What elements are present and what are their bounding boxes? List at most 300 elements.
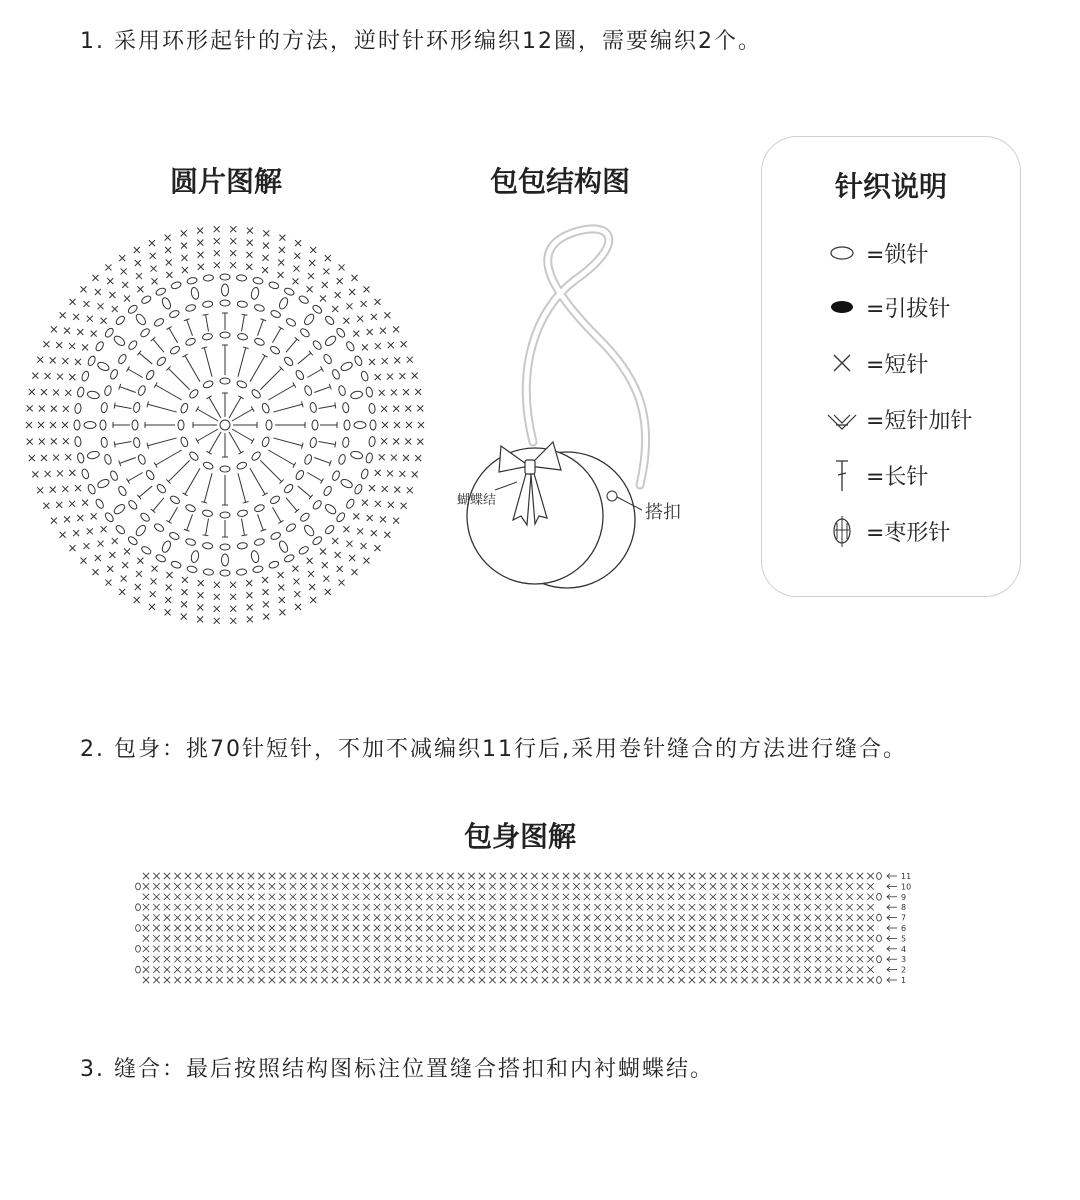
legend-item-sc <box>824 345 928 381</box>
stitch-legend <box>761 136 1021 597</box>
sc-mark <box>295 240 301 246</box>
sc-mark <box>351 275 357 281</box>
sc-mark <box>382 358 388 364</box>
sc-mark <box>371 314 377 320</box>
sc-mark <box>375 343 381 349</box>
turn-chain <box>136 904 141 911</box>
sc-mark <box>246 580 252 586</box>
chain-mark <box>220 274 230 280</box>
sc-mark <box>107 278 113 284</box>
chain-mark <box>236 380 248 389</box>
chain-mark <box>254 538 265 547</box>
row-number: 2 <box>901 965 907 975</box>
chain-mark <box>104 454 113 465</box>
chain-mark <box>331 470 341 482</box>
sc-mark <box>230 594 236 600</box>
sc-mark <box>278 572 284 578</box>
sc-mark <box>50 357 56 363</box>
sc-mark <box>293 578 299 584</box>
chain-mark <box>188 388 199 399</box>
sc-mark <box>309 584 315 590</box>
dc-mark <box>257 514 263 530</box>
sc-mark <box>367 329 373 335</box>
turn-chain <box>877 914 882 921</box>
sc-mark <box>83 543 89 549</box>
sc-mark <box>82 344 88 350</box>
bobble-mark <box>222 554 229 566</box>
sc-mark <box>323 576 329 582</box>
chain-mark <box>311 304 323 315</box>
dc-mark <box>197 429 218 441</box>
dc-mark <box>260 368 281 389</box>
bobble-mark <box>222 284 229 296</box>
sc-mark <box>388 502 394 508</box>
sc-mark <box>65 454 71 460</box>
sc-mark <box>182 577 188 583</box>
sc-mark <box>262 267 268 273</box>
circle-crochet-chart <box>20 220 430 630</box>
sc-mark <box>198 252 204 258</box>
sc-mark <box>51 406 57 412</box>
bobble-mark <box>96 478 110 490</box>
sc-mark <box>262 577 268 583</box>
chain-mark <box>303 454 312 466</box>
dc-mark <box>314 457 330 463</box>
legend-label: =短针加针 <box>866 408 973 434</box>
chain-mark <box>299 327 310 338</box>
sc-mark <box>362 344 368 350</box>
sc-mark <box>57 374 63 380</box>
dc-mark <box>197 409 218 421</box>
legend-label: =长针 <box>866 464 929 490</box>
sc-mark <box>337 278 343 284</box>
sc-mark <box>137 286 143 292</box>
chain-mark <box>345 498 355 510</box>
dc-mark <box>298 486 311 497</box>
sc-mark <box>375 470 381 476</box>
dc-mark <box>206 519 209 536</box>
sc-mark <box>332 306 338 312</box>
chain-mark <box>178 420 184 430</box>
sc-mark <box>294 253 300 259</box>
double-crochet-icon <box>824 457 860 493</box>
bobble-mark <box>113 334 127 347</box>
sc-mark <box>197 240 203 246</box>
chain-mark <box>74 436 81 447</box>
bobble-mark <box>250 287 259 300</box>
dc-mark <box>241 519 244 536</box>
chain-mark <box>360 370 369 381</box>
sc-mark <box>357 316 363 322</box>
chain-mark <box>153 522 165 532</box>
sc-mark <box>124 549 130 555</box>
chain-mark <box>261 402 270 414</box>
sc-mark <box>119 255 125 261</box>
sc-mark <box>150 591 156 597</box>
sc-mark <box>214 594 220 600</box>
chain-mark <box>104 385 113 396</box>
sc-mark <box>95 289 101 295</box>
sc-mark <box>41 389 47 395</box>
chain-mark <box>220 332 230 338</box>
sc-mark <box>119 589 125 595</box>
bobble-mark <box>87 390 100 399</box>
sc-mark <box>307 558 313 564</box>
bobble-mark <box>84 422 96 429</box>
chain-mark <box>127 339 138 350</box>
sc-mark <box>394 357 400 363</box>
sc-mark <box>98 303 104 309</box>
chain-mark <box>115 315 126 326</box>
sc-mark <box>371 530 377 536</box>
sc-mark <box>407 357 413 363</box>
sc-mark <box>384 532 390 538</box>
sc-mark <box>247 240 253 246</box>
sc-mark <box>412 471 418 477</box>
chain-mark <box>155 553 167 563</box>
sc-mark <box>109 292 115 298</box>
chain-mark <box>87 355 97 367</box>
chain-mark <box>309 402 317 413</box>
dc-mark <box>187 320 193 336</box>
sc-mark <box>337 566 343 572</box>
sc-mark <box>64 516 70 522</box>
sc-mark <box>27 405 33 411</box>
sc-mark <box>56 502 62 508</box>
sc-mark <box>45 471 51 477</box>
chain-mark <box>202 509 213 517</box>
legend-label: =锁针 <box>866 242 929 268</box>
sc-mark <box>278 585 284 591</box>
chain-mark <box>309 437 317 448</box>
sc-mark <box>343 318 349 324</box>
sc-mark <box>93 275 99 281</box>
chain-mark <box>202 461 214 470</box>
chain-mark <box>237 333 248 341</box>
turn-chain <box>136 966 141 973</box>
sc-mark <box>70 545 76 551</box>
chain-mark <box>353 483 363 495</box>
sc-mark <box>246 264 252 270</box>
chain-mark <box>312 420 318 430</box>
sc-mark <box>310 597 316 603</box>
sc-mark <box>182 267 188 273</box>
sc-mark <box>247 604 253 610</box>
sc-mark <box>93 569 99 575</box>
sc-mark <box>230 618 236 624</box>
sc-mark <box>403 389 409 395</box>
sc-mark <box>263 243 269 249</box>
chain-mark <box>203 569 214 576</box>
chain-mark <box>202 380 214 389</box>
chain-mark <box>312 339 323 350</box>
sc-mark <box>69 470 75 476</box>
chain-mark <box>185 503 197 512</box>
sc-mark <box>82 500 88 506</box>
sc-mark <box>399 373 405 379</box>
dc-mark <box>250 356 265 382</box>
sc-mark <box>53 455 59 461</box>
sc-mark <box>29 455 35 461</box>
sc-mark <box>214 618 220 624</box>
chain-mark <box>369 403 376 414</box>
sc-mark <box>364 558 370 564</box>
chain-mark <box>220 544 230 550</box>
legend-item-bobble <box>824 513 950 549</box>
sc-mark <box>69 501 75 507</box>
chain-mark <box>133 402 141 413</box>
chain-mark <box>81 468 90 479</box>
sc-mark <box>246 592 252 598</box>
sc-mark <box>332 538 338 544</box>
chain-mark <box>338 454 347 465</box>
chain-mark <box>353 355 363 367</box>
chain-mark <box>335 327 346 339</box>
sc-mark <box>346 303 352 309</box>
sc-mark <box>308 571 314 577</box>
sc-mark <box>394 422 400 428</box>
sc-mark <box>393 518 399 524</box>
legend-label: =引拔针 <box>866 296 951 322</box>
sc-mark <box>121 268 127 274</box>
chain-mark <box>153 317 165 327</box>
sc-mark <box>43 341 49 347</box>
sc-mark <box>198 264 204 270</box>
chain-mark <box>342 402 349 413</box>
sc-mark <box>181 255 187 261</box>
sc-mark <box>380 516 386 522</box>
sc-mark <box>418 422 424 428</box>
sc-mark <box>75 485 81 491</box>
sc-mark <box>197 616 203 622</box>
sc-mark <box>122 562 128 568</box>
chain-mark <box>109 369 119 381</box>
sc-mark <box>197 228 203 234</box>
sc-mark <box>181 243 187 249</box>
chain-mark <box>169 531 181 541</box>
chain-mark <box>269 345 281 356</box>
sc-mark <box>134 597 140 603</box>
chain-mark <box>365 452 373 463</box>
sc-mark <box>135 584 141 590</box>
dc-mark <box>185 356 200 382</box>
sc-mark <box>349 555 355 561</box>
sc-mark <box>181 614 187 620</box>
bobble-mark <box>324 334 338 347</box>
bobble-mark <box>303 524 316 538</box>
sc-mark <box>263 255 269 261</box>
dc-mark <box>148 438 177 446</box>
chain-mark <box>117 485 127 497</box>
chain-mark <box>252 565 263 573</box>
sc-mark <box>197 604 203 610</box>
chain-mark <box>268 560 279 569</box>
chain-mark <box>236 569 247 576</box>
bag-body-chart <box>120 866 920 990</box>
sc-mark <box>279 247 285 253</box>
sc-mark <box>353 513 359 519</box>
sc-mark <box>401 503 407 509</box>
dc-mark <box>204 473 212 502</box>
sc-mark <box>124 295 130 301</box>
bobble-mark <box>96 361 110 373</box>
chain-mark <box>137 385 146 397</box>
bobble-mark <box>278 296 290 310</box>
sc-mark <box>80 558 86 564</box>
row-number: 9 <box>901 892 907 902</box>
chain-mark <box>140 294 152 304</box>
chain-mark <box>169 309 181 319</box>
sc-mark <box>75 359 81 365</box>
sc-mark <box>293 266 299 272</box>
chain-mark <box>127 535 139 546</box>
sc-mark <box>384 312 390 318</box>
bobble-mark <box>340 361 354 373</box>
chain-mark <box>156 483 167 494</box>
dc-mark <box>307 369 322 378</box>
legend-title: 针织说明 <box>834 170 947 203</box>
dc-mark <box>120 387 136 393</box>
sc-mark <box>399 471 405 477</box>
dc-mark <box>153 498 164 511</box>
sc-mark <box>214 250 220 256</box>
sc-mark <box>415 455 421 461</box>
sc-mark <box>278 272 284 278</box>
chain-mark <box>170 281 181 290</box>
sc-mark <box>379 390 385 396</box>
chain-mark <box>139 512 150 523</box>
sc-mark <box>214 226 220 232</box>
dc-mark <box>168 368 189 389</box>
sc-mark <box>60 532 66 538</box>
sc-mark <box>322 562 328 568</box>
sc-mark <box>45 373 51 379</box>
bobble-mark <box>278 540 290 554</box>
sc-mark <box>263 601 269 607</box>
sc-mark <box>393 326 399 332</box>
sc-mark <box>166 259 172 265</box>
chain-mark <box>342 437 349 448</box>
sc-mark <box>50 487 56 493</box>
sc-mark <box>152 278 158 284</box>
row-number: 6 <box>901 924 907 933</box>
chain-mark <box>156 356 167 367</box>
row-number: 7 <box>901 913 907 923</box>
sc-mark <box>51 518 57 524</box>
chain-mark <box>132 420 138 430</box>
sc-mark <box>369 485 375 491</box>
slip-stitch-icon <box>824 289 860 325</box>
clasp-icon <box>607 491 617 501</box>
sc-mark <box>335 552 341 558</box>
chain-mark <box>109 470 119 482</box>
sc-mark <box>247 228 253 234</box>
bobble-mark <box>190 287 199 300</box>
sc-mark <box>369 359 375 365</box>
sc-mark <box>51 326 57 332</box>
sc-mark <box>362 500 368 506</box>
sc-mark <box>87 528 93 534</box>
sc-mark <box>214 582 220 588</box>
dc-mark <box>286 339 297 352</box>
chain-mark <box>94 498 104 510</box>
sc-mark <box>181 589 187 595</box>
sc-mark <box>77 329 83 335</box>
bobble-mark <box>354 422 366 429</box>
turn-chain <box>877 977 882 984</box>
chain-mark <box>370 420 376 430</box>
chain-mark <box>312 499 323 510</box>
dc-mark <box>298 353 311 364</box>
row-number: 11 <box>901 872 912 881</box>
sc-mark <box>27 439 33 445</box>
turn-chain <box>877 956 882 963</box>
chain-mark <box>220 378 230 384</box>
legend-label: =枣形针 <box>866 520 951 546</box>
sc-mark <box>62 422 68 428</box>
sc-mark <box>309 260 315 266</box>
sc-mark <box>150 253 156 259</box>
chain-mark <box>344 420 350 430</box>
sc-mark <box>263 230 269 236</box>
bobble-mark <box>161 540 173 554</box>
sc-mark <box>98 541 104 547</box>
chain-mark <box>185 538 196 547</box>
row-number: 3 <box>901 955 907 965</box>
dc-mark <box>273 404 302 412</box>
legend-item-slip <box>824 289 950 325</box>
dc-mark <box>139 486 152 497</box>
sc-mark <box>292 278 298 284</box>
sc-mark <box>322 282 328 288</box>
dc-mark <box>286 498 297 511</box>
sc-mark <box>149 240 155 246</box>
sc-mark <box>41 455 47 461</box>
sc-mark <box>379 454 385 460</box>
dc-mark <box>156 385 182 400</box>
chain-mark <box>202 301 213 308</box>
sc-mark <box>165 609 171 615</box>
chain-mark <box>254 337 266 346</box>
sc-mark <box>105 580 111 586</box>
sc-mark <box>415 389 421 395</box>
dc-mark <box>307 473 322 482</box>
sc-mark <box>63 438 69 444</box>
row-number: 5 <box>901 934 907 944</box>
sc-mark <box>26 422 32 428</box>
dc-mark <box>120 457 136 463</box>
sc-mark <box>198 592 204 598</box>
sc-mark <box>105 264 111 270</box>
sc-mark <box>112 306 118 312</box>
sc-mark <box>64 328 70 334</box>
sc-mark <box>339 264 345 270</box>
bobble-stitch-icon <box>824 513 860 549</box>
dc-mark <box>209 432 221 453</box>
chain-mark <box>237 542 248 549</box>
chain-mark <box>185 304 196 313</box>
sc-mark <box>230 238 236 244</box>
chain-mark <box>237 509 248 517</box>
sc-mark <box>230 226 236 232</box>
chain-mark <box>220 512 230 518</box>
sc-mark <box>198 580 204 586</box>
chain-mark <box>202 333 213 341</box>
bobble-mark <box>350 390 363 399</box>
chain-mark <box>100 420 106 430</box>
dc-mark <box>238 348 246 377</box>
sc-mark <box>403 455 409 461</box>
